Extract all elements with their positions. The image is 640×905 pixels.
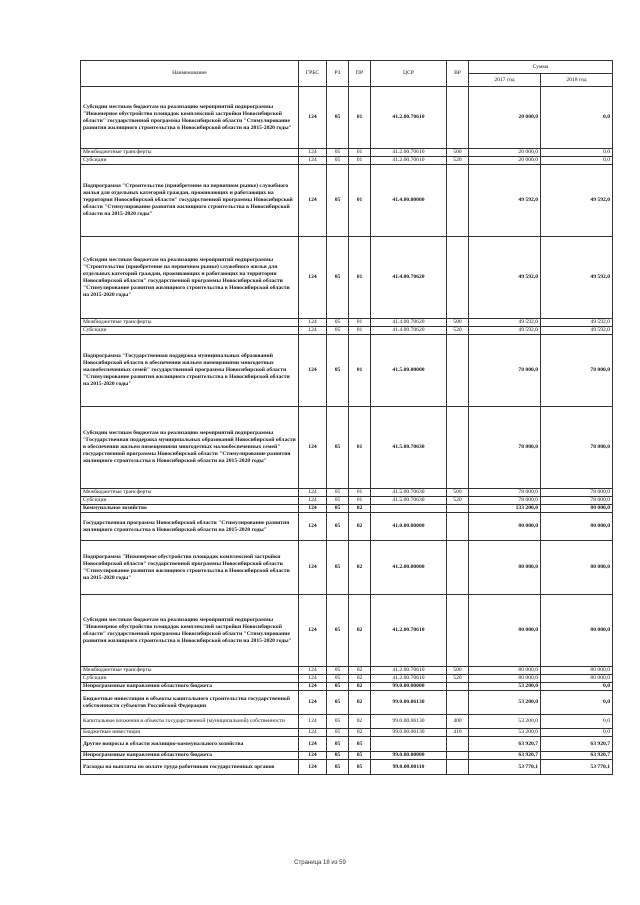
budget-table-body bbox=[81, 87, 613, 775]
cell-sum-2018: 49 592,0 bbox=[541, 237, 613, 319]
cell-sum-2018: 78 000,0 bbox=[541, 407, 613, 489]
cell-vr bbox=[447, 335, 469, 407]
cell-pr: 02 bbox=[349, 541, 371, 595]
header-grbs: ГРБС bbox=[299, 61, 327, 87]
header-vr: ВР bbox=[447, 61, 469, 87]
cell-sum-2017: 49 592,0 bbox=[469, 165, 541, 237]
cell-vr: 520 bbox=[447, 675, 469, 683]
cell-rz: 05 bbox=[327, 149, 349, 157]
cell-sum-2018: 0,0 bbox=[541, 691, 613, 715]
cell-sum-2018: 0,0 bbox=[541, 149, 613, 157]
table-row bbox=[81, 407, 613, 489]
cell-grbs: 124 bbox=[299, 87, 327, 149]
cell-vr: 520 bbox=[447, 327, 469, 335]
cell-sum-2017: 20 000,0 bbox=[469, 157, 541, 165]
cell-sum-2017: 53 200,0 bbox=[469, 691, 541, 715]
cell-grbs: 124 bbox=[299, 327, 327, 335]
cell-csr: 99.0.00.06130 bbox=[371, 715, 447, 729]
cell-name: Капитальные вложения в объекты государственной (муниципальной) собственности bbox=[81, 715, 299, 729]
cell-sum-2017: 49 592,0 bbox=[469, 319, 541, 327]
cell-csr: 41.4.00.00000 bbox=[371, 165, 447, 237]
cell-vr bbox=[447, 737, 469, 752]
cell-grbs: 124 bbox=[299, 729, 327, 737]
cell-name: Субсидии местным бюджетам на реализацию мероприятий подпрограммы "Государственная поддержка муниципальных образований Новосибирской области в обеспечении жильем помещениями многодетных малообеспеченных семей" государственной программы Новосибирской области "Стимулирование развития жилищного строительства в Новосибирской области на 2015-2020 годы" bbox=[81, 407, 299, 489]
cell-csr bbox=[371, 505, 447, 513]
cell-pr: 01 bbox=[349, 407, 371, 489]
cell-vr bbox=[447, 165, 469, 237]
cell-grbs: 124 bbox=[299, 505, 327, 513]
cell-pr: 01 bbox=[349, 157, 371, 165]
cell-pr: 01 bbox=[349, 319, 371, 327]
cell-rz: 05 bbox=[327, 87, 349, 149]
cell-name: Субсидии bbox=[81, 497, 299, 505]
cell-sum-2018: 78 000,0 bbox=[541, 489, 613, 497]
cell-rz: 05 bbox=[327, 729, 349, 737]
cell-vr: 500 bbox=[447, 319, 469, 327]
cell-pr: 02 bbox=[349, 667, 371, 675]
cell-rz: 05 bbox=[327, 497, 349, 505]
cell-vr: 410 bbox=[447, 729, 469, 737]
cell-sum-2018: 0,0 bbox=[541, 715, 613, 729]
table-row bbox=[81, 752, 613, 760]
cell-csr bbox=[371, 737, 447, 752]
cell-csr: 41.0.00.00000 bbox=[371, 513, 447, 541]
cell-sum-2018: 80 000,0 bbox=[541, 541, 613, 595]
cell-grbs: 124 bbox=[299, 319, 327, 327]
cell-pr: 05 bbox=[349, 752, 371, 760]
budget-table bbox=[80, 60, 613, 775]
cell-pr: 01 bbox=[349, 327, 371, 335]
page-number: Страница 18 из 59 bbox=[294, 860, 346, 866]
cell-pr: 02 bbox=[349, 675, 371, 683]
cell-sum-2017: 53 200,0 bbox=[469, 683, 541, 691]
cell-name: Государственная программа Новосибирской области "Стимулирование развития жилищного строительства в Новосибирской области на 2015-2020 годы" bbox=[81, 513, 299, 541]
cell-name: Субсидии местным бюджетам на реализацию мероприятий подпрограммы "Инженерное обустройство площадок комплексной застройки Новосибирской области" государственной программы Новосибирской области "Стимулирование развития жилищного строительства в Новосибирской области на 2015-2020 годы" bbox=[81, 87, 299, 149]
cell-vr: 520 bbox=[447, 497, 469, 505]
table-row bbox=[81, 667, 613, 675]
cell-sum-2018: 80 000,0 bbox=[541, 667, 613, 675]
cell-name: Бюджетные инвестиции в объекты капитального строительства государственной собственности субъектов Российской Федерации bbox=[81, 691, 299, 715]
cell-sum-2017: 80 000,0 bbox=[469, 667, 541, 675]
cell-rz: 05 bbox=[327, 760, 349, 775]
cell-grbs: 124 bbox=[299, 407, 327, 489]
cell-name: Субсидии bbox=[81, 675, 299, 683]
cell-name: Подпрограмма "Государственная поддержка муниципальных образований Новосибирской области в обеспечении жильем помещениями многодетных малообеспеченных семей" государственной программы Новосибирской области "Стимулирование развития жилищного строительства в Новосибирской области на 2015-2020 годы" bbox=[81, 335, 299, 407]
cell-name: Межбюджетные трансферты bbox=[81, 149, 299, 157]
table-row bbox=[81, 541, 613, 595]
cell-sum-2017: 63 920,7 bbox=[469, 752, 541, 760]
cell-csr: 99.0.00.06130 bbox=[371, 729, 447, 737]
cell-grbs: 124 bbox=[299, 667, 327, 675]
cell-grbs: 124 bbox=[299, 737, 327, 752]
cell-csr: 41.2.00.70610 bbox=[371, 667, 447, 675]
cell-vr bbox=[447, 505, 469, 513]
cell-pr: 01 bbox=[349, 489, 371, 497]
cell-sum-2017: 80 000,0 bbox=[469, 513, 541, 541]
cell-sum-2018: 80 000,0 bbox=[541, 595, 613, 667]
cell-name: Подпрограмма "Строительство (приобретение на первичном рынке) служебного жилья для отдельных категорий граждан, проживающих и работающих на территории Новосибирской области" государственной программы Новосибирской области "Стимулирование развития жилищного строительства в Новосибирской области на 2015-2020 годы" bbox=[81, 165, 299, 237]
table-row bbox=[81, 737, 613, 752]
table-row bbox=[81, 595, 613, 667]
cell-sum-2017: 53 770,1 bbox=[469, 760, 541, 775]
cell-grbs: 124 bbox=[299, 513, 327, 541]
cell-grbs: 124 bbox=[299, 489, 327, 497]
cell-sum-2018: 63 920,7 bbox=[541, 737, 613, 752]
cell-rz: 05 bbox=[327, 165, 349, 237]
cell-sum-2017: 63 920,7 bbox=[469, 737, 541, 752]
table-row bbox=[81, 513, 613, 541]
cell-grbs: 124 bbox=[299, 165, 327, 237]
cell-sum-2017: 78 000,0 bbox=[469, 335, 541, 407]
cell-sum-2017: 78 000,0 bbox=[469, 407, 541, 489]
cell-sum-2018: 0,0 bbox=[541, 683, 613, 691]
cell-vr bbox=[447, 683, 469, 691]
cell-name: Субсидии bbox=[81, 327, 299, 335]
cell-csr: 41.5.00.70630 bbox=[371, 489, 447, 497]
cell-rz: 05 bbox=[327, 667, 349, 675]
budget-table-sheet bbox=[80, 60, 612, 775]
header-pr: ПР bbox=[349, 61, 371, 87]
cell-grbs: 124 bbox=[299, 541, 327, 595]
header-year-2018: 2018 год bbox=[541, 74, 613, 87]
cell-rz: 05 bbox=[327, 675, 349, 683]
cell-grbs: 124 bbox=[299, 715, 327, 729]
cell-rz: 05 bbox=[327, 541, 349, 595]
cell-name: Бюджетные инвестиции bbox=[81, 729, 299, 737]
cell-grbs: 124 bbox=[299, 237, 327, 319]
cell-csr: 99.0.00.00000 bbox=[371, 683, 447, 691]
table-row bbox=[81, 715, 613, 729]
cell-name: Непрограммные направления областного бюджета bbox=[81, 683, 299, 691]
cell-vr bbox=[447, 87, 469, 149]
table-row bbox=[81, 237, 613, 319]
table-row bbox=[81, 327, 613, 335]
cell-grbs: 124 bbox=[299, 157, 327, 165]
cell-rz: 05 bbox=[327, 237, 349, 319]
cell-pr: 01 bbox=[349, 237, 371, 319]
cell-name: Субсидии bbox=[81, 157, 299, 165]
cell-csr: 99.0.00.06130 bbox=[371, 691, 447, 715]
cell-sum-2018: 49 592,0 bbox=[541, 327, 613, 335]
cell-rz: 05 bbox=[327, 715, 349, 729]
cell-rz: 05 bbox=[327, 752, 349, 760]
table-row bbox=[81, 157, 613, 165]
cell-csr: 99.0.00.00000 bbox=[371, 752, 447, 760]
cell-vr: 520 bbox=[447, 157, 469, 165]
cell-grbs: 124 bbox=[299, 691, 327, 715]
header-csr: ЦСР bbox=[371, 61, 447, 87]
cell-pr: 02 bbox=[349, 683, 371, 691]
cell-sum-2017: 49 592,0 bbox=[469, 327, 541, 335]
cell-csr: 99.0.00.00110 bbox=[371, 760, 447, 775]
cell-vr bbox=[447, 407, 469, 489]
cell-grbs: 124 bbox=[299, 595, 327, 667]
cell-rz: 05 bbox=[327, 319, 349, 327]
header-sum: Сумма bbox=[469, 61, 613, 74]
cell-grbs: 124 bbox=[299, 497, 327, 505]
table-row bbox=[81, 165, 613, 237]
cell-sum-2017: 80 000,0 bbox=[469, 595, 541, 667]
cell-vr bbox=[447, 752, 469, 760]
table-row bbox=[81, 149, 613, 157]
cell-rz: 05 bbox=[327, 407, 349, 489]
cell-csr: 41.2.00.70610 bbox=[371, 149, 447, 157]
cell-rz: 05 bbox=[327, 737, 349, 752]
cell-name: Межбюджетные трансферты bbox=[81, 319, 299, 327]
cell-grbs: 124 bbox=[299, 675, 327, 683]
cell-grbs: 124 bbox=[299, 752, 327, 760]
cell-grbs: 124 bbox=[299, 683, 327, 691]
table-row bbox=[81, 691, 613, 715]
cell-sum-2017: 78 000,0 bbox=[469, 489, 541, 497]
cell-sum-2018: 49 592,0 bbox=[541, 165, 613, 237]
cell-sum-2018: 63 920,7 bbox=[541, 752, 613, 760]
table-row bbox=[81, 497, 613, 505]
cell-csr: 41.2.00.00000 bbox=[371, 541, 447, 595]
table-row bbox=[81, 87, 613, 149]
header-year-2017: 2017 год bbox=[469, 74, 541, 87]
cell-pr: 01 bbox=[349, 87, 371, 149]
cell-sum-2017: 53 200,0 bbox=[469, 715, 541, 729]
cell-sum-2018: 80 000,0 bbox=[541, 505, 613, 513]
cell-sum-2018: 53 770,1 bbox=[541, 760, 613, 775]
cell-pr: 02 bbox=[349, 513, 371, 541]
cell-vr bbox=[447, 760, 469, 775]
cell-vr: 500 bbox=[447, 667, 469, 675]
cell-name: Межбюджетные трансферты bbox=[81, 667, 299, 675]
table-row bbox=[81, 729, 613, 737]
cell-vr: 400 bbox=[447, 715, 469, 729]
cell-vr bbox=[447, 595, 469, 667]
cell-name: Коммунальное хозяйство bbox=[81, 505, 299, 513]
cell-pr: 02 bbox=[349, 505, 371, 513]
cell-pr: 05 bbox=[349, 760, 371, 775]
cell-pr: 05 bbox=[349, 737, 371, 752]
cell-name: Другие вопросы в области жилищно-коммунального хозяйства bbox=[81, 737, 299, 752]
cell-name: Подпрограмма "Инженерное обустройство площадок комплексной застройки Новосибирской области" государственной программы Новосибирской области "Стимулирование развития жилищного строительства в Новосибирской области на 2015-2020 годы" bbox=[81, 541, 299, 595]
cell-sum-2017: 80 000,0 bbox=[469, 541, 541, 595]
cell-csr: 41.4.00.70620 bbox=[371, 327, 447, 335]
cell-csr: 41.2.00.70610 bbox=[371, 87, 447, 149]
cell-rz: 05 bbox=[327, 683, 349, 691]
cell-vr: 500 bbox=[447, 489, 469, 497]
cell-csr: 41.2.00.70610 bbox=[371, 675, 447, 683]
cell-pr: 01 bbox=[349, 165, 371, 237]
cell-sum-2018: 0,0 bbox=[541, 157, 613, 165]
cell-name: Непрограммные направления областного бюджета bbox=[81, 752, 299, 760]
cell-rz: 05 bbox=[327, 327, 349, 335]
cell-sum-2018: 49 592,0 bbox=[541, 319, 613, 327]
cell-sum-2018: 0,0 bbox=[541, 729, 613, 737]
cell-sum-2017: 78 000,0 bbox=[469, 497, 541, 505]
cell-pr: 02 bbox=[349, 715, 371, 729]
cell-sum-2017: 49 592,0 bbox=[469, 237, 541, 319]
cell-vr bbox=[447, 691, 469, 715]
cell-pr: 01 bbox=[349, 497, 371, 505]
cell-vr bbox=[447, 513, 469, 541]
table-row bbox=[81, 505, 613, 513]
cell-rz: 05 bbox=[327, 513, 349, 541]
cell-grbs: 124 bbox=[299, 149, 327, 157]
table-row bbox=[81, 675, 613, 683]
cell-rz: 05 bbox=[327, 595, 349, 667]
cell-sum-2018: 80 000,0 bbox=[541, 513, 613, 541]
cell-name: Субсидии местным бюджетам на реализацию мероприятий подпрограммы "Строительство (приобретение на первичном рынке) служебного жилья для отдельных категорий граждан, проживающих и работающих на территории Новосибирской области" государственной программы Новосибирской области "Стимулирование развития жилищного строительства в Новосибирской области на 2015-2020 годы" bbox=[81, 237, 299, 319]
table-row bbox=[81, 489, 613, 497]
table-row bbox=[81, 683, 613, 691]
cell-csr: 41.4.00.70620 bbox=[371, 319, 447, 327]
cell-sum-2017: 20 000,0 bbox=[469, 149, 541, 157]
cell-grbs: 124 bbox=[299, 335, 327, 407]
cell-sum-2017: 53 200,0 bbox=[469, 729, 541, 737]
cell-grbs: 124 bbox=[299, 760, 327, 775]
cell-rz: 05 bbox=[327, 335, 349, 407]
cell-sum-2017: 80 000,0 bbox=[469, 675, 541, 683]
cell-pr: 02 bbox=[349, 691, 371, 715]
cell-pr: 02 bbox=[349, 595, 371, 667]
cell-rz: 05 bbox=[327, 489, 349, 497]
cell-sum-2017: 20 000,0 bbox=[469, 87, 541, 149]
cell-name: Межбюджетные трансферты bbox=[81, 489, 299, 497]
cell-pr: 01 bbox=[349, 335, 371, 407]
cell-csr: 41.5.00.70630 bbox=[371, 407, 447, 489]
header-name: Наименование bbox=[81, 61, 299, 87]
cell-rz: 05 bbox=[327, 691, 349, 715]
table-row bbox=[81, 335, 613, 407]
cell-vr bbox=[447, 541, 469, 595]
table-row bbox=[81, 760, 613, 775]
cell-sum-2018: 0,0 bbox=[541, 87, 613, 149]
cell-csr: 41.5.00.00000 bbox=[371, 335, 447, 407]
cell-sum-2018: 80 000,0 bbox=[541, 675, 613, 683]
table-row bbox=[81, 319, 613, 327]
cell-rz: 05 bbox=[327, 157, 349, 165]
cell-pr: 01 bbox=[349, 149, 371, 157]
cell-csr: 41.2.00.70610 bbox=[371, 157, 447, 165]
header-rz: РЗ bbox=[327, 61, 349, 87]
cell-csr: 41.5.00.70630 bbox=[371, 497, 447, 505]
cell-csr: 41.2.00.70610 bbox=[371, 595, 447, 667]
cell-sum-2018: 78 000,0 bbox=[541, 497, 613, 505]
cell-sum-2017: 133 200,0 bbox=[469, 505, 541, 513]
cell-vr bbox=[447, 237, 469, 319]
cell-sum-2018: 78 000,0 bbox=[541, 335, 613, 407]
cell-name: Субсидии местным бюджетам на реализацию мероприятий подпрограммы "Инженерное обустройство площадок комплексной застройки Новосибирской области" государственной программы Новосибирской области "Стимулирование развития жилищного строительства в Новосибирской области на 2015-2020 годы" bbox=[81, 595, 299, 667]
cell-pr: 02 bbox=[349, 729, 371, 737]
cell-csr: 41.4.00.70620 bbox=[371, 237, 447, 319]
cell-rz: 05 bbox=[327, 505, 349, 513]
cell-vr: 500 bbox=[447, 149, 469, 157]
cell-name: Расходы на выплаты по оплате труда работников государственных органов bbox=[81, 760, 299, 775]
